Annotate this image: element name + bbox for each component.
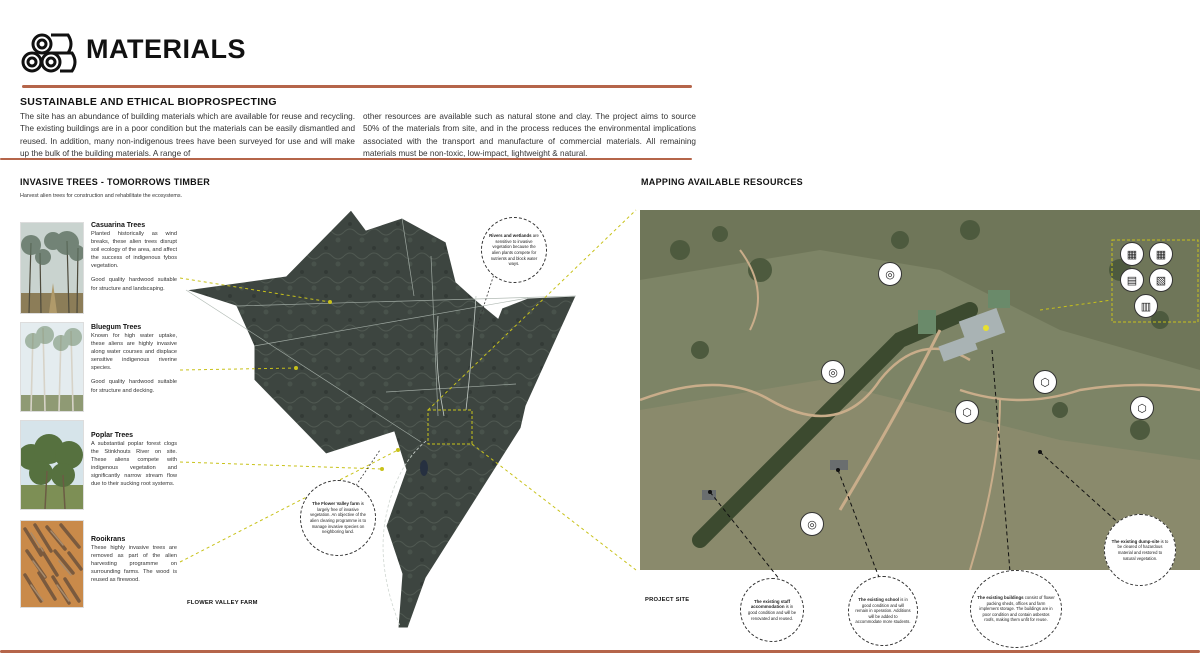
stone-icon: ⬡ [955, 400, 979, 424]
tree-description: Known for high water uptake, these aliens are highly invasive along water courses and displace sensitive indigenous riverine species. [91, 333, 177, 372]
callout-text: consist of flower packing sheds, offices and farm implement storage. The buildings are in poor condition and contain asbestos roofs, making them unfit for reuse. [979, 595, 1055, 623]
tree-usage: Good quality hardwood suitable for structure and landscaping. [91, 277, 177, 292]
callout-text: is largely free of invasive vegetation. An objective of the alien clearing programme is to manage invasive species on neighboring land. [309, 501, 367, 535]
existing-buildings-callout [970, 570, 1062, 648]
page-title: MATERIALS [86, 34, 246, 64]
invasive-heading: INVASIVE TREES - TOMORROWS TIMBER [20, 177, 211, 187]
school-callout [848, 576, 918, 646]
footer-rule [0, 650, 1200, 653]
tree-name: Casuarina Trees [91, 222, 146, 229]
tree-description: Planted historically as wind breaks, these alien trees disrupt soil ecology of the area, and affect the success of indigenous fybos vegetation. [91, 231, 177, 270]
tree-description: A substantial poplar forest clogs the Stinkhouts River on site. These aliens compete with indigenous vegetation and significantly narrow stream flow due to their sucking root systems. [91, 441, 177, 488]
callout-text: are sensitive to invasive vegetation because the alien plants compete for nutrients and block water ways. [490, 233, 539, 267]
flower-valley-label: FLOWER VALLEY FARM [187, 600, 258, 606]
stone-icon: ⬡ [1130, 396, 1154, 420]
window-icon: ▦ [1120, 242, 1144, 266]
logs-icon: ◎ [878, 262, 902, 286]
callout-title: The existing school [858, 597, 900, 603]
dump-site-callout [1104, 514, 1176, 586]
intro-col-1: The site has an abundance of building materials which are available for reuse and recycling. The existing buildings are in a poor condition but the materials can be easily dismantled and reused. In addition, many non-indigenous trees have been surveyed for use and will make up the bulk of the building materials. A range of [20, 112, 355, 159]
stone-icon: ⬡ [1033, 370, 1057, 394]
tree-description: These highly invasive trees are removed as part of the alien harvesting programme on surrounding farms. The wood is reused as firewood. [91, 545, 177, 584]
tree-name: Poplar Trees [91, 432, 134, 439]
callout-text: is in good condition and will be renovated and reused. [747, 604, 797, 621]
project-site-label: PROJECT SITE [645, 597, 690, 603]
window-icon: ▦ [1149, 242, 1173, 266]
intro-col-2: other resources are available such as natural stone and clay. The project aims to source 50% of the materials from site, and in the process reduces the environmental implications associated with the transport and manufacture of commercial materials. All remaining materials must be non-toxic, low-impact, lightweight & natural. [363, 112, 696, 159]
invasive-subtitle: Harvest alien trees for construction and rehabilitate the ecosystems. [20, 193, 183, 199]
tree-name: Bluegum Trees [91, 324, 142, 331]
staff-accommodation-callout [740, 578, 804, 642]
timber-icon: ▧ [1149, 268, 1173, 292]
callout-text: is in good condition and will remain in operation. Additions will be added to accommodate more students. [855, 597, 911, 625]
resources-heading: MAPPING AVAILABLE RESOURCES [641, 177, 803, 187]
tree-name: Rooikrans [91, 536, 126, 543]
intro-heading: SUSTAINABLE AND ETHICAL BIOPROSPECTING [20, 96, 277, 108]
callout-title: The Flower Valley farm [312, 501, 360, 507]
logs-icon: ◎ [821, 360, 845, 384]
callout-title: The existing buildings [977, 595, 1024, 601]
logs-icon: ◎ [800, 512, 824, 536]
callout-title: Rivers and wetlands [489, 233, 532, 239]
roof-sheet-icon: ▤ [1120, 268, 1144, 292]
callout-title: The existing dump-site [1111, 538, 1160, 544]
callout-text: is to be cleared of hazardous material and restored to natural vegetation. [1117, 538, 1169, 561]
callout-title: The existing staff accommodation [750, 598, 791, 610]
brick-icon: ▥ [1134, 294, 1158, 318]
tree-usage: Good quality hardwood suitable for structure and decking. [91, 379, 177, 394]
